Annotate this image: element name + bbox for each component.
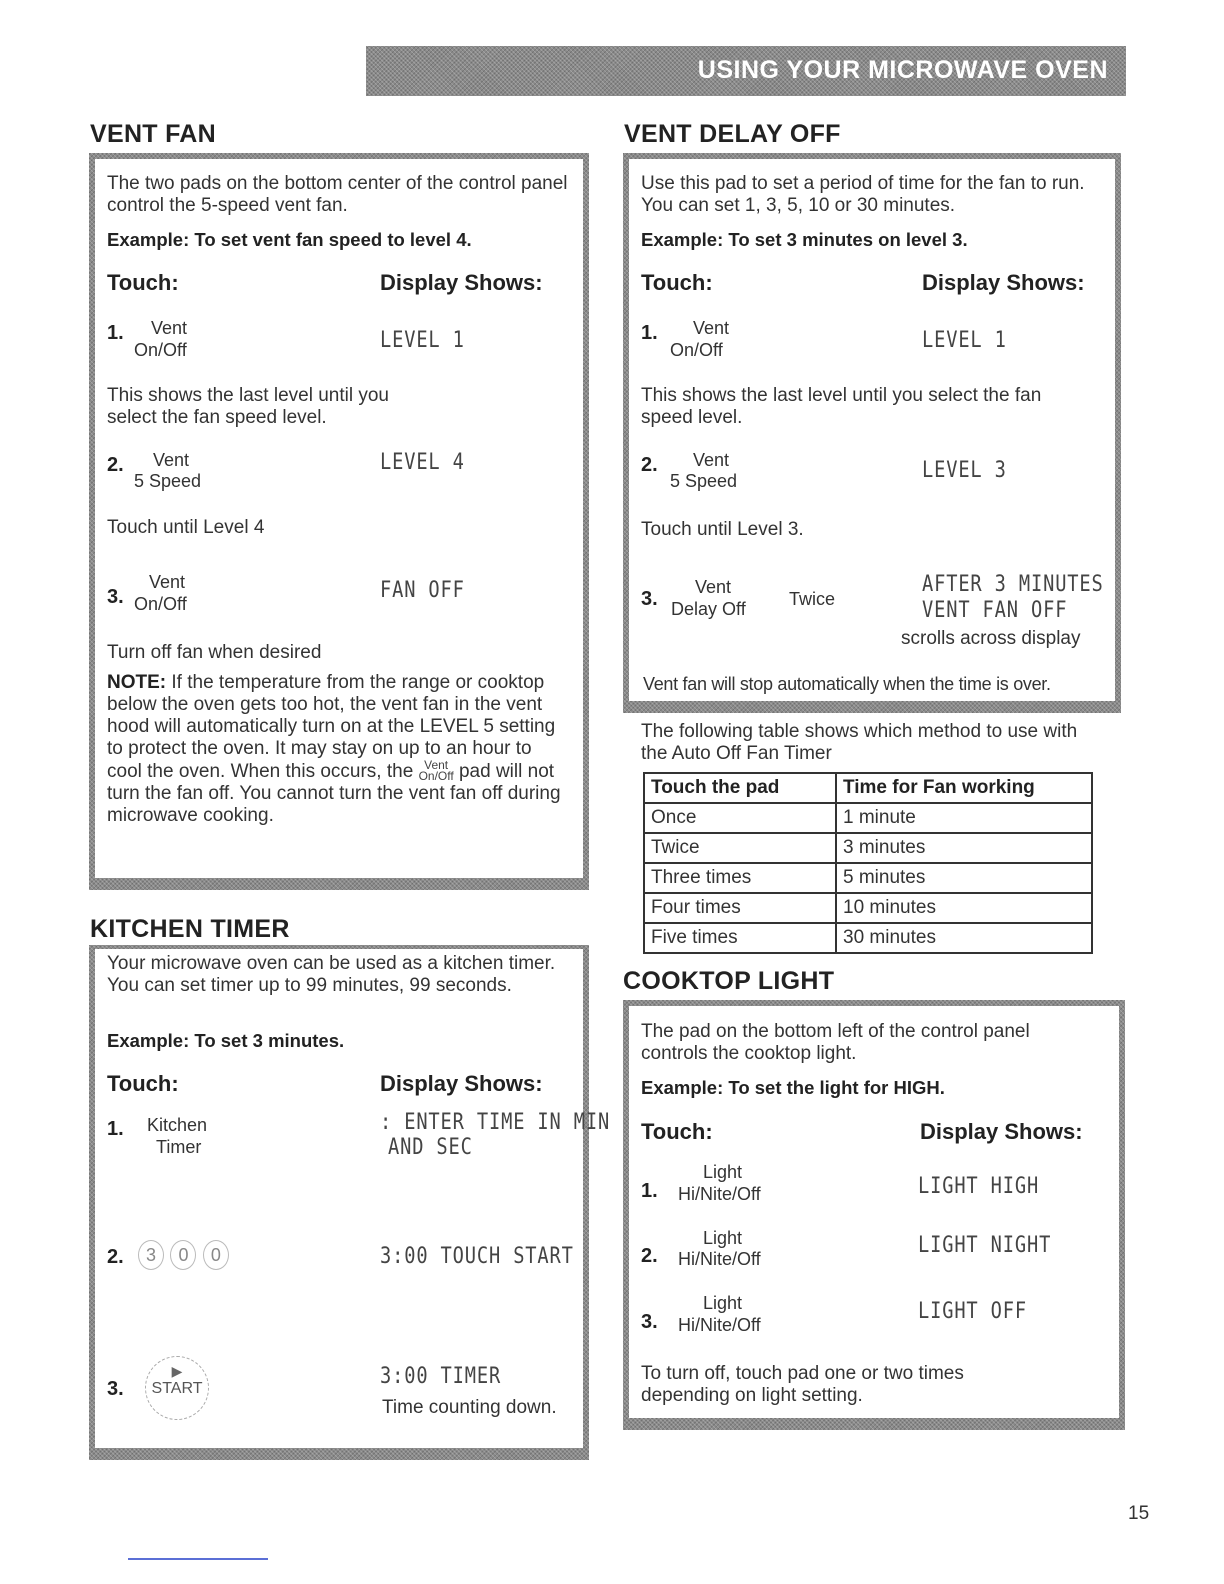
- display-readout: LIGHT HIGH: [918, 1174, 1040, 1199]
- number-key-0[interactable]: 0: [170, 1240, 196, 1270]
- start-label: START: [151, 1380, 203, 1397]
- vent-fan-display-header: Display Shows:: [380, 270, 543, 295]
- pad-label: Kitchen: [147, 1115, 208, 1135]
- table-header-row: [644, 773, 1092, 803]
- step-number: 3.: [641, 588, 658, 610]
- note-label: NOTE:: [107, 672, 167, 693]
- pad-label: On/Off: [418, 769, 454, 783]
- pad-label: On/Off: [670, 340, 723, 360]
- display-readout: LEVEL 1: [922, 328, 1007, 353]
- table-cell: 10 minutes: [836, 893, 1092, 923]
- display-readout: FAN OFF: [380, 578, 465, 603]
- banner-title: USING YOUR MICROWAVE OVEN: [697, 56, 1108, 84]
- table-header-cell: Time for Fan working: [836, 773, 1092, 803]
- step-number: 2.: [107, 1246, 124, 1268]
- step-note: Touch until Level 3.: [641, 519, 804, 540]
- display-readout: LEVEL 4: [380, 450, 465, 475]
- pad-label: Hi/Nite/Off: [678, 1249, 761, 1269]
- pad-label: Hi/Nite/Off: [678, 1315, 761, 1335]
- table-row: [644, 863, 1092, 893]
- table-row: [644, 803, 1092, 833]
- vent-fan-example: Example: To set vent fan speed to level 4.: [107, 229, 472, 250]
- pad-label: Light: [703, 1293, 743, 1313]
- fan-timer-table: [643, 772, 1093, 954]
- display-readout: 3:00 TOUCH START: [380, 1244, 574, 1269]
- vent-delay-footer: Vent fan will stop automatically when the time is over.: [643, 674, 1051, 694]
- pad-label: Light: [703, 1228, 743, 1248]
- step-number: 3.: [641, 1311, 658, 1333]
- times-label: Twice: [789, 589, 836, 609]
- section-banner: [366, 46, 1126, 96]
- vent-delay-example: Example: To set 3 minutes on level 3.: [641, 229, 968, 250]
- cooktop-light-touch-header: Touch:: [641, 1119, 713, 1144]
- pad-label: Vent: [151, 318, 188, 338]
- vent-fan-note: [107, 672, 562, 827]
- pad-label: Vent: [424, 758, 449, 772]
- vent-delay-display-header: Display Shows:: [922, 270, 1085, 295]
- pad-label: Vent: [153, 450, 190, 470]
- cooktop-light-display-header: Display Shows:: [920, 1119, 1083, 1144]
- step-caption: scrolls across display: [901, 628, 1081, 649]
- note-text: pad will not turn the fan off. You cannot turn the vent fan off during microwave cooking.: [107, 761, 561, 826]
- table-row: [644, 893, 1092, 923]
- kitchen-timer-title: KITCHEN TIMER: [90, 915, 290, 943]
- step-note: This shows the last level until you select the fan speed level.: [641, 385, 1042, 428]
- table-row: [644, 833, 1092, 863]
- pad-label: Timer: [156, 1137, 202, 1157]
- step-number: 2.: [641, 454, 658, 476]
- pad-label: On/Off: [134, 594, 187, 614]
- table-cell: Four times: [644, 893, 836, 923]
- pad-label: 5 Speed: [134, 471, 202, 491]
- footer-rule: [128, 1558, 268, 1560]
- vent-fan-title: VENT FAN: [90, 120, 217, 148]
- kitchen-timer-intro: Your microwave oven can be used as a kitchen timer. You can set timer up to 99 minutes, 99 seconds.: [107, 953, 556, 996]
- step-number: 2.: [107, 454, 124, 476]
- display-readout: AFTER 3 MINUTES: [922, 572, 1104, 597]
- step-number: 1.: [107, 1118, 124, 1140]
- step-number: 1.: [107, 322, 124, 344]
- pad-label: On/Off: [134, 340, 187, 360]
- vent-delay-title: VENT DELAY OFF: [624, 120, 841, 148]
- cooktop-light-example: Example: To set the light for HIGH.: [641, 1077, 945, 1098]
- table-cell: Three times: [644, 863, 836, 893]
- kitchen-timer-example: Example: To set 3 minutes.: [107, 1030, 345, 1051]
- vent-fan-touch-header: Touch:: [107, 270, 179, 295]
- display-readout: : ENTER TIME IN MIN: [380, 1110, 611, 1135]
- cooktop-light-intro: The pad on the bottom left of the control panel controls the cooktop light.: [641, 1021, 1030, 1064]
- number-key-3[interactable]: 3: [138, 1240, 164, 1270]
- page-number: 15: [1128, 1503, 1150, 1524]
- step-number: 1.: [641, 1180, 658, 1202]
- pad-label: Vent: [693, 318, 730, 338]
- vent-on-off-pad-icon: [419, 760, 454, 782]
- pad-label: Delay Off: [671, 599, 746, 619]
- display-readout: 3:00 TIMER: [380, 1364, 502, 1389]
- number-key-0[interactable]: 0: [203, 1240, 229, 1270]
- table-cell: 1 minute: [836, 803, 1092, 833]
- display-readout: AND SEC: [388, 1135, 473, 1160]
- pad-label: 5 Speed: [670, 471, 738, 491]
- vent-fan-intro: The two pads on the bottom center of the control panel control the 5-speed vent fan.: [107, 173, 568, 216]
- cooktop-light-title: COOKTOP LIGHT: [623, 967, 835, 995]
- step-number: 2.: [641, 1245, 658, 1267]
- table-cell: Once: [644, 803, 836, 833]
- display-readout: LIGHT OFF: [918, 1299, 1027, 1324]
- vent-delay-touch-header: Touch:: [641, 270, 713, 295]
- play-icon: ▶: [171, 1363, 183, 1379]
- step-note: Turn off fan when desired: [107, 642, 322, 663]
- kitchen-timer-touch-header: Touch:: [107, 1071, 179, 1096]
- step-number: 3.: [107, 586, 124, 608]
- cooktop-light-footer: To turn off, touch pad one or two times depending on light setting.: [641, 1363, 964, 1406]
- number-keys: [138, 1240, 231, 1270]
- step-number: 1.: [641, 322, 658, 344]
- pad-label: Vent: [149, 572, 186, 592]
- step-number: 3.: [107, 1378, 124, 1400]
- step-caption: Time counting down.: [382, 1397, 557, 1418]
- display-readout: LEVEL 1: [380, 328, 465, 353]
- note-text: If the temperature from the range or cooktop below the oven gets too hot, the vent fan in the vent hood will automatically turn on at the LEVEL 5 setting to protect the oven. It may stay on up to an hour to cool the oven. When this occurs, the: [107, 672, 556, 782]
- pad-label: Vent: [693, 450, 730, 470]
- pad-label: Hi/Nite/Off: [678, 1184, 761, 1204]
- display-readout: VENT FAN OFF: [922, 598, 1068, 623]
- table-cell: 30 minutes: [836, 923, 1092, 953]
- display-readout: LIGHT NIGHT: [918, 1233, 1052, 1258]
- table-intro: The following table shows which method to use with the Auto Off Fan Timer: [641, 721, 1078, 764]
- kitchen-timer-display-header: Display Shows:: [380, 1071, 543, 1096]
- step-note: This shows the last level until you select the fan speed level.: [107, 385, 389, 428]
- pad-label: Vent: [695, 577, 732, 597]
- table-row: [644, 923, 1092, 953]
- start-button[interactable]: [145, 1356, 209, 1420]
- table-cell: 5 minutes: [836, 863, 1092, 893]
- display-readout: LEVEL 3: [922, 458, 1007, 483]
- vent-delay-intro: Use this pad to set a period of time for the fan to run. You can set 1, 3, 5, 10 or 30 minutes.: [641, 173, 1085, 216]
- table-cell: Five times: [644, 923, 836, 953]
- table-header-cell: Touch the pad: [644, 773, 836, 803]
- table-cell: Twice: [644, 833, 836, 863]
- step-note: Touch until Level 4: [107, 517, 265, 538]
- table-cell: 3 minutes: [836, 833, 1092, 863]
- pad-label: Light: [703, 1162, 743, 1182]
